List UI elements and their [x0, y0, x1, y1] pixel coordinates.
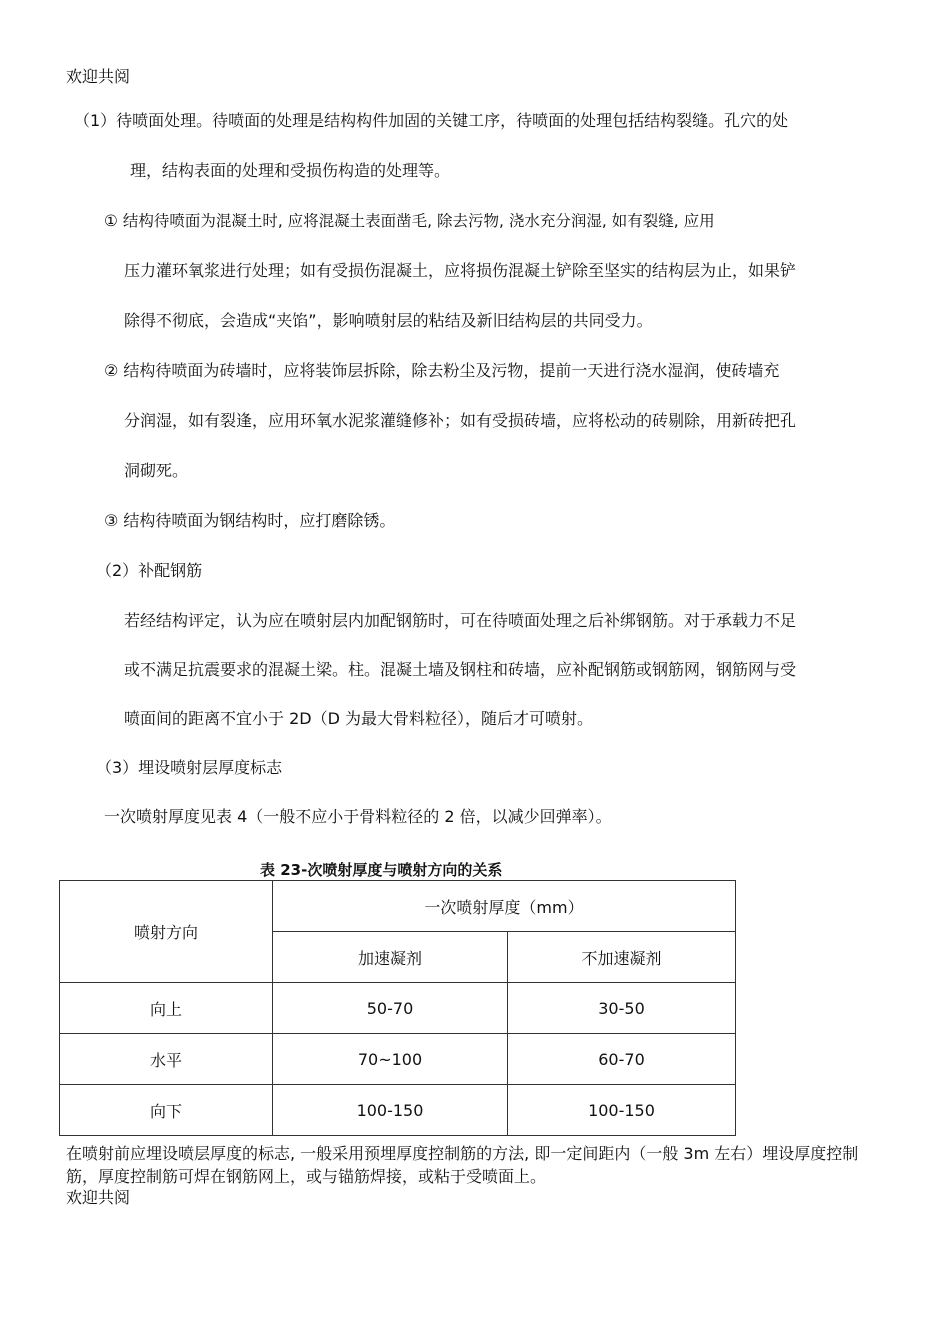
header-with-accelerator: 加速凝剂	[273, 932, 508, 983]
header-thickness: 一次喷射厚度（mm）	[273, 881, 736, 932]
section2-line2: 或不满足抗震要求的混凝土梁。柱。混凝土墙及钢柱和砖墙，应补配钢筋或钢筋网，钢筋网与受	[124, 660, 797, 679]
table-row	[60, 1034, 736, 1085]
spray-thickness-table	[59, 880, 736, 1136]
table-row	[60, 1085, 736, 1136]
table-header-row	[60, 881, 736, 932]
item3-line1: ③ 结构待喷面为钢结构时，应打磨除锈。	[104, 511, 396, 530]
without-accelerator-cell: 100-150	[508, 1085, 736, 1136]
header-direction: 喷射方向	[60, 881, 273, 983]
section3-heading: （3）埋设喷射层厚度标志	[96, 758, 283, 777]
item1-line1: ① 结构待喷面为混凝土时, 应将混凝土表面凿毛, 除去污物, 浇水充分润湿, 如有裂缝, 应用	[104, 212, 715, 230]
header-without-accelerator: 不加速凝剂	[508, 932, 736, 983]
item2-line3: 洞砌死。	[124, 461, 189, 480]
table-row	[60, 983, 736, 1034]
item1-line2: 压力灌环氧浆进行处理；如有受损伤混凝土，应将损伤混凝土铲除至坚实的结构层为止，如果铲	[124, 261, 797, 280]
direction-cell: 向下	[60, 1085, 273, 1136]
with-accelerator-cell: 70~100	[273, 1034, 508, 1085]
section2-heading: （2）补配钢筋	[96, 561, 203, 580]
without-accelerator-cell: 30-50	[508, 983, 736, 1034]
section3-line1: 一次喷射厚度见表 4（一般不应小于骨料粒径的 2 倍，以减少回弹率）。	[104, 807, 612, 826]
direction-cell: 水平	[60, 1034, 273, 1085]
with-accelerator-cell: 50-70	[273, 983, 508, 1034]
section2-line3: 喷面间的距离不宜小于 2D（D 为最大骨料粒径），随后才可喷射。	[124, 709, 593, 728]
page-footer: 欢迎共阅	[66, 1188, 131, 1207]
section1-line1: （1）待喷面处理。待喷面的处理是结构构件加固的关键工序，待喷面的处理包括结构裂缝。孔穴的处	[74, 111, 789, 130]
section1-line2: 理，结构表面的处理和受损伤构造的处理等。	[130, 161, 451, 180]
table-caption: 表 23-次喷射厚度与喷射方向的关系	[260, 861, 503, 879]
without-accelerator-cell: 60-70	[508, 1034, 736, 1085]
section2-line1: 若经结构评定，认为应在喷射层内加配钢筋时，可在待喷面处理之后补绑钢筋。对于承载力不足	[124, 611, 797, 630]
item1-line3: 除得不彻底，会造成“夹馅”，影响喷射层的粘结及新旧结构层的共同受力。	[124, 311, 653, 330]
thickness-marker-note: 在喷射前应埋设喷层厚度的标志, 一般采用预埋厚度控制筋的方法, 即一定间距内（一般 3m 左右）埋设厚度控制筋，厚度控制筋可焊在钢筋网上，或与锚筋焊接，或粘于受喷面上。	[66, 1144, 859, 1186]
item2-line2: 分润湿，如有裂逢，应用环氧水泥浆灌缝修补；如有受损砖墙，应将松动的砖剔除，用新砖把孔	[124, 411, 797, 430]
item2-line1: ② 结构待喷面为砖墙时，应将装饰层拆除，除去粉尘及污物，提前一天进行浇水湿润，使砖墙充	[104, 361, 780, 380]
page-header: 欢迎共阅	[66, 67, 131, 86]
with-accelerator-cell: 100-150	[273, 1085, 508, 1136]
direction-cell: 向上	[60, 983, 273, 1034]
